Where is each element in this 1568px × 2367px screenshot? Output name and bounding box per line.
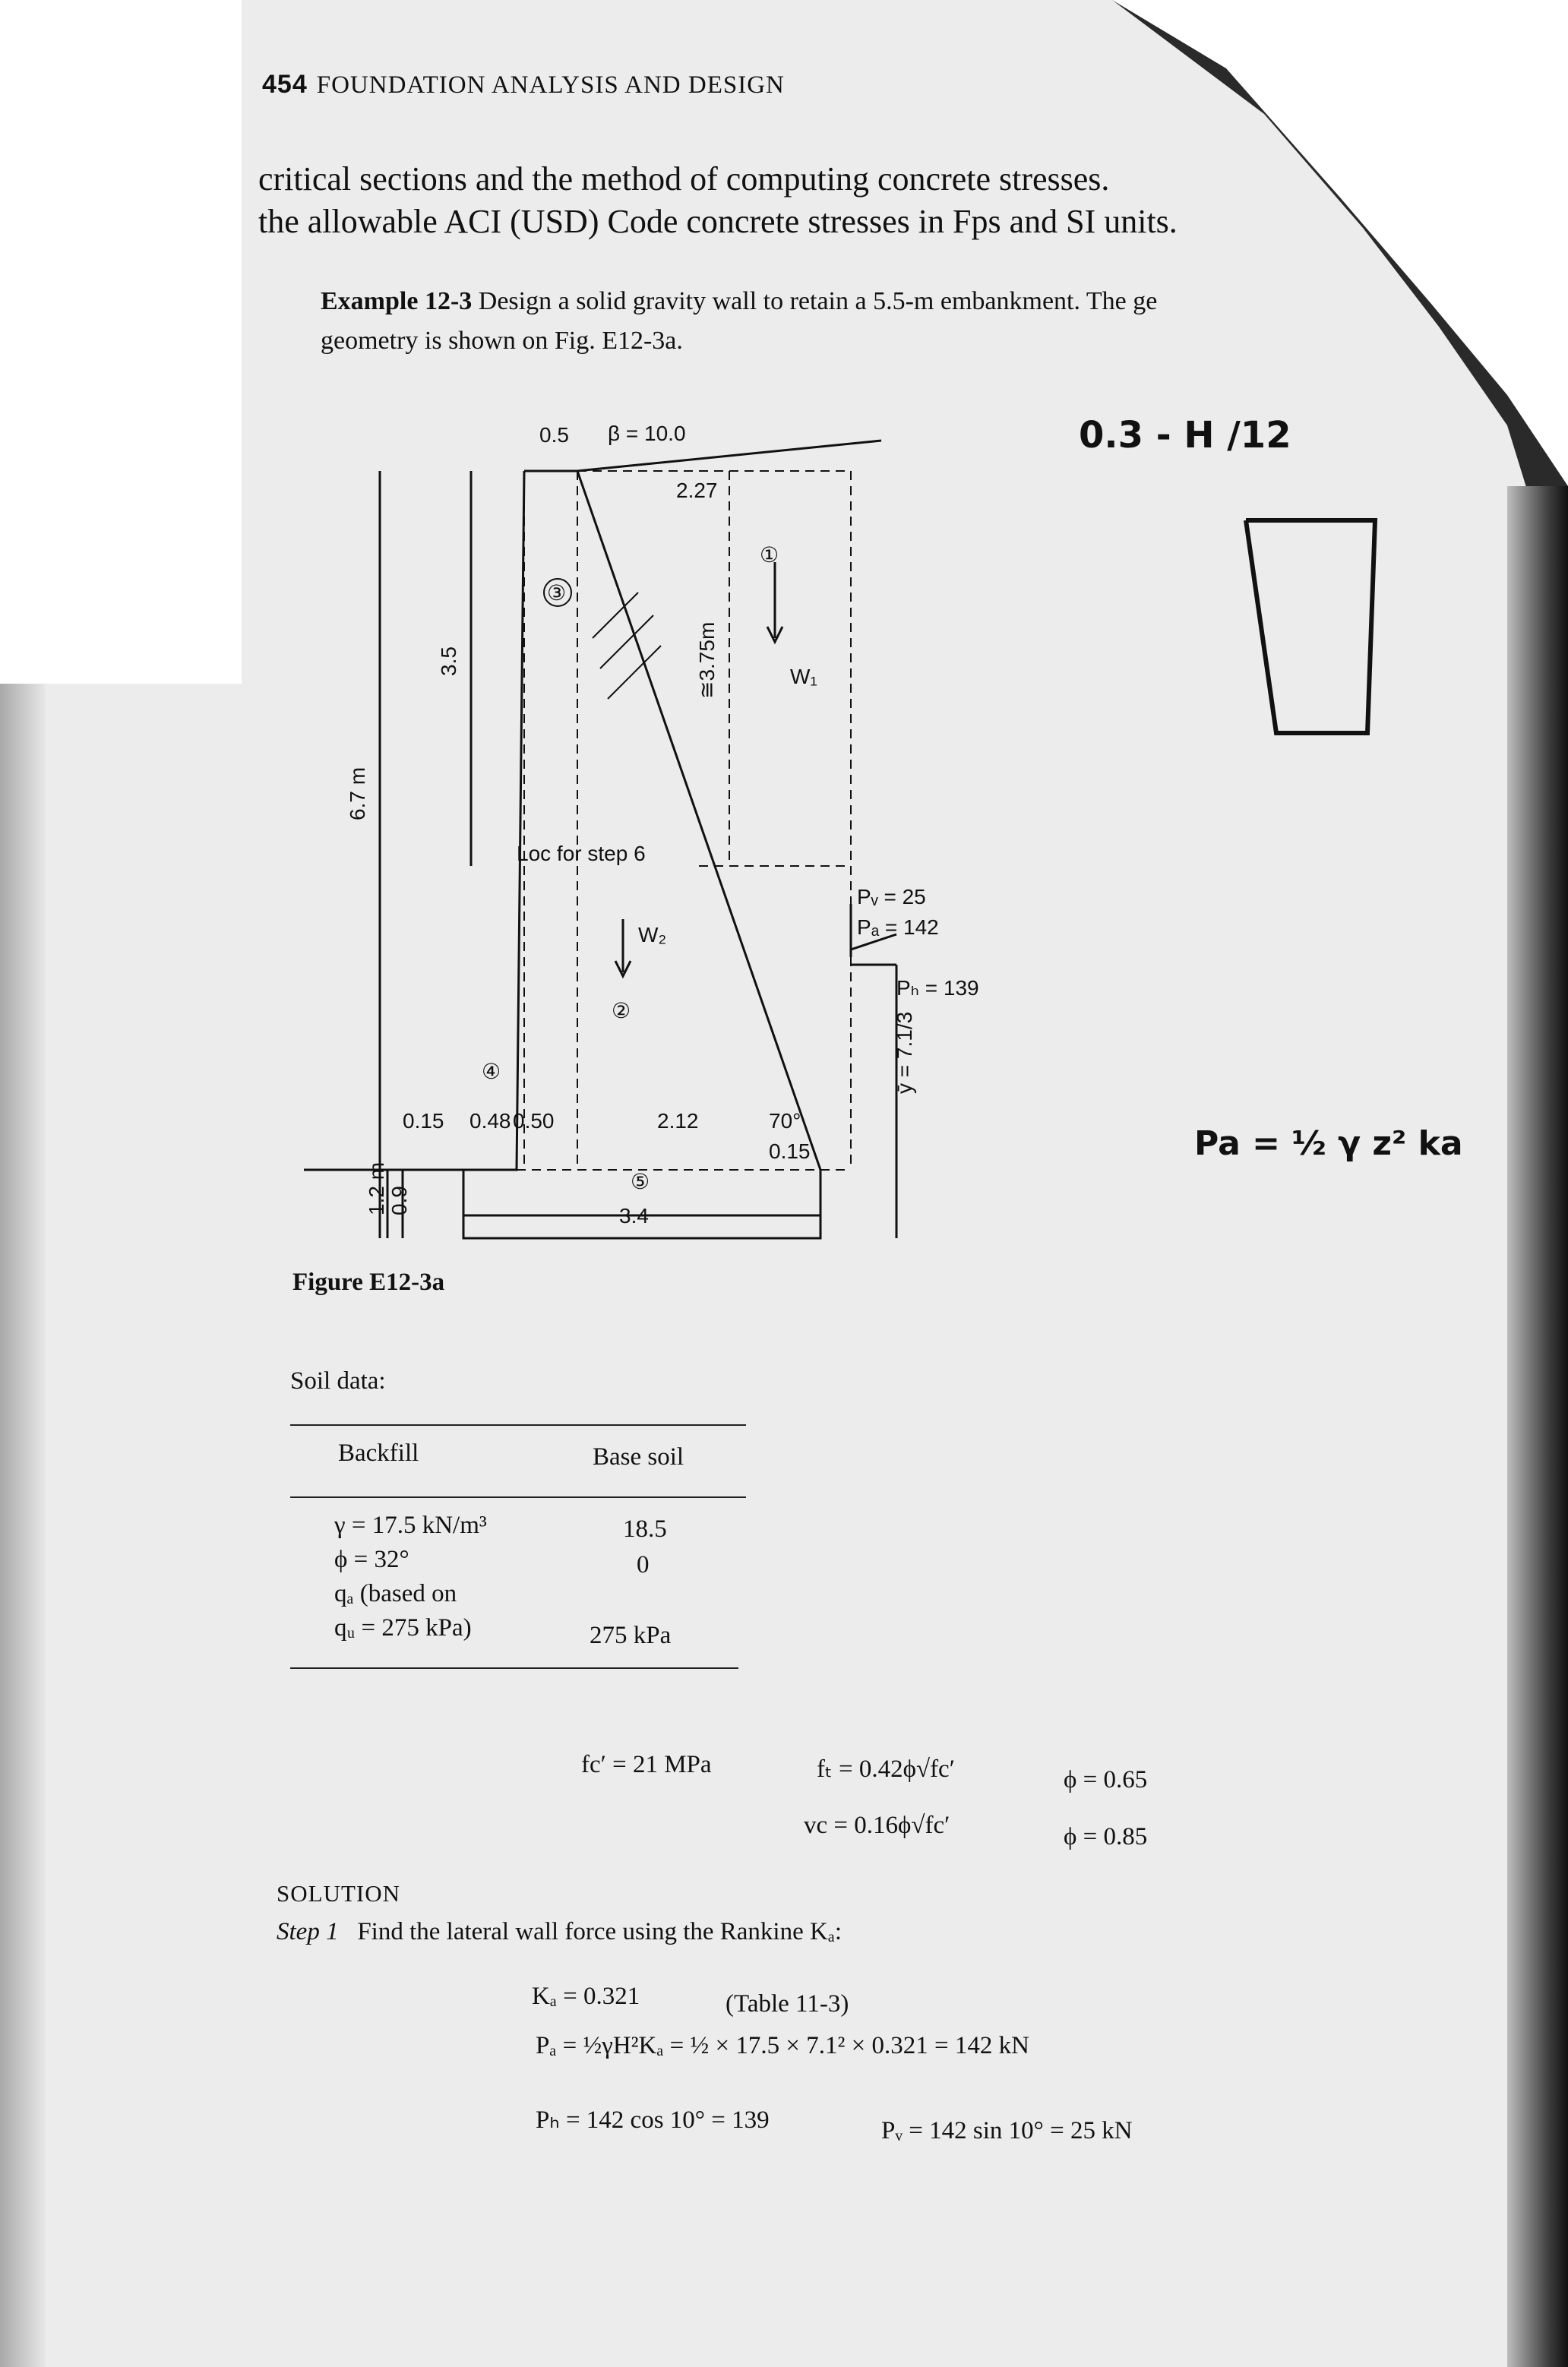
- intro-line-2: the allowable ACI (USD) Code concrete stresses in Fps and SI units.: [258, 203, 1178, 240]
- label-beta: β = 10.0: [608, 422, 686, 445]
- running-header: [262, 70, 785, 100]
- zone-3: ③: [547, 581, 567, 605]
- soil-row-4-left: qᵤ = 275 kPa): [334, 1614, 472, 1642]
- zone-4: ④: [482, 1060, 501, 1083]
- label-pv: Pᵥ = 25: [857, 885, 926, 909]
- concrete-fc: fc′ = 21 MPa: [581, 1751, 712, 1778]
- white-margin-block: [0, 0, 242, 684]
- label-top-width: 0.5: [539, 423, 569, 447]
- label-w1: W₁: [790, 665, 817, 688]
- label-slope-length: 2.27: [676, 479, 718, 502]
- label-pa: Pₐ = 142: [857, 915, 939, 939]
- eq-pa: Pₐ = ½γH²Kₐ = ½ × 17.5 × 7.1² × 0.321 = 142 kN: [536, 2032, 1029, 2059]
- retaining-wall-figure: [289, 410, 1048, 1261]
- soil-row-1-right: 18.5: [623, 1515, 667, 1543]
- example-text: Design a solid gravity wall to retain a 5.5-m embankment. The ge: [478, 287, 1158, 315]
- soil-row-2-left: ϕ = 32°: [334, 1546, 409, 1573]
- soil-row-3-left: qₐ (based on: [334, 1580, 457, 1607]
- soil-data-title: Soil data:: [290, 1367, 386, 1395]
- figure-caption: Figure E12-3a: [292, 1269, 445, 1296]
- label-stem-height: 3.5: [437, 646, 460, 676]
- soil-row-1-left: γ = 17.5 kN/m³: [334, 1512, 487, 1539]
- soil-row-4-right: 275 kPa: [590, 1622, 672, 1649]
- table-rule-top: [290, 1424, 746, 1426]
- step-label: Step 1: [277, 1918, 339, 1945]
- concrete-phi-1: ϕ = 0.65: [1064, 1766, 1148, 1793]
- intro-line-1: critical sections and the method of computing concrete stresses.: [258, 160, 1110, 198]
- zone-2: ②: [612, 999, 631, 1022]
- soil-row-2-right: 0: [637, 1551, 650, 1579]
- col-base-soil: Base soil: [593, 1443, 684, 1471]
- step-text: Find the lateral wall force using the Rankine Kₐ:: [357, 1918, 842, 1945]
- table-rule-mid: [290, 1496, 746, 1498]
- scan-left-shadow: [0, 684, 46, 2367]
- label-base-width: 3.4: [619, 1204, 649, 1228]
- eq-pv: Pᵥ = 142 sin 10° = 25 kN: [881, 2117, 1133, 2144]
- eq-ka-note: (Table 11-3): [726, 1990, 849, 2018]
- eq-ph: Pₕ = 142 cos 10° = 139: [536, 2106, 770, 2134]
- concrete-vc: vc = 0.16ϕ√fc′: [804, 1812, 950, 1839]
- example-label: Example 12-3: [321, 287, 473, 315]
- label-angle: 70°: [769, 1109, 801, 1133]
- label-base-thickness: 0.9: [387, 1186, 411, 1215]
- handwritten-sketch: [1238, 505, 1390, 779]
- label-d2: 0.50: [513, 1109, 555, 1133]
- backfill-slope: [577, 441, 881, 471]
- label-heel: 2.12: [657, 1109, 699, 1133]
- zone-5: ⑤: [631, 1170, 650, 1193]
- handwritten-note-mid: Pa = ½ γ z² ka: [1194, 1124, 1463, 1163]
- col-backfill: Backfill: [338, 1439, 419, 1467]
- label-toe: 0.15: [403, 1109, 444, 1133]
- concrete-ft: fₜ = 0.42ϕ√fc′: [817, 1755, 955, 1783]
- concrete-phi-2: ϕ = 0.85: [1064, 1823, 1148, 1850]
- torn-corner: [1112, 0, 1568, 532]
- label-embed: 1.2 m: [365, 1161, 388, 1215]
- label-d1: 0.48: [469, 1109, 511, 1133]
- page-number: 454: [262, 70, 308, 99]
- label-ybar: ȳ = 7.1/3: [893, 1011, 916, 1094]
- solution-heading: SOLUTION: [277, 1880, 400, 1907]
- table-rule-bottom: [290, 1667, 738, 1669]
- step-1-line: [277, 1918, 842, 1946]
- example-line-1: [321, 287, 1157, 316]
- label-wall-height: ≅3.75m: [695, 621, 719, 699]
- label-total-height: 6.7 m: [346, 766, 369, 820]
- label-ph: Pₕ = 139: [896, 976, 979, 1000]
- eq-ka: Kₐ = 0.321: [532, 1983, 640, 2010]
- label-w2: W₂: [638, 923, 667, 946]
- zone-1: ①: [760, 543, 779, 567]
- handwritten-note-top: 0.3 - H /12: [1079, 414, 1291, 457]
- example-line-2: geometry is shown on Fig. E12-3a.: [321, 327, 683, 355]
- label-d3: 0.15: [769, 1139, 811, 1163]
- scan-right-shadow: [1507, 486, 1568, 2367]
- label-loc: Loc for step 6: [517, 842, 646, 865]
- running-title: FOUNDATION ANALYSIS AND DESIGN: [316, 71, 785, 99]
